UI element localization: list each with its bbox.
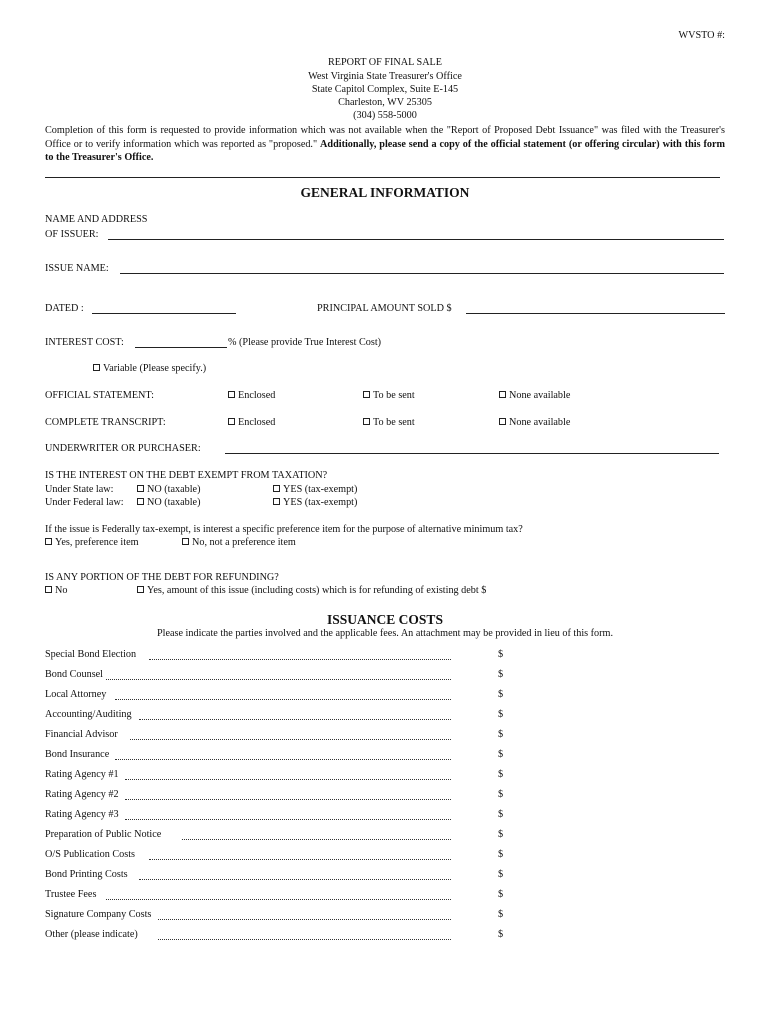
cost-item-leader-dots bbox=[115, 759, 451, 760]
refunding-yes-option bbox=[137, 585, 486, 596]
cost-item-label: O/S Publication Costs bbox=[45, 849, 136, 860]
cost-item-leader-dots bbox=[130, 739, 451, 740]
cost-item-label: Preparation of Public Notice bbox=[45, 829, 162, 840]
ct-to-be-sent-checkbox[interactable] bbox=[363, 418, 370, 425]
cost-item-label: Bond Insurance bbox=[45, 749, 110, 760]
cost-item-dollar-sign: $ bbox=[498, 729, 504, 740]
issue-name-field[interactable] bbox=[120, 264, 724, 274]
state-no-option bbox=[137, 484, 200, 495]
cost-item-label: Bond Counsel bbox=[45, 669, 104, 680]
cost-item-label: Financial Advisor bbox=[45, 729, 118, 740]
cost-item-leader-dots bbox=[125, 799, 451, 800]
cost-item-leader-dots bbox=[158, 939, 451, 940]
cost-item-label: Special Bond Election bbox=[45, 649, 137, 660]
cost-item-dollar-sign: $ bbox=[498, 829, 504, 840]
os-enclosed-label: Enclosed bbox=[238, 390, 276, 401]
ct-to-be-sent-option bbox=[363, 417, 415, 428]
cost-item-leader-dots bbox=[106, 679, 451, 680]
os-none-checkbox[interactable] bbox=[499, 391, 506, 398]
cost-item-label: Signature Company Costs bbox=[45, 909, 152, 920]
cost-item-label: Trustee Fees bbox=[45, 889, 97, 900]
official-statement-label: OFFICIAL STATEMENT: bbox=[45, 390, 154, 401]
issue-name-label: ISSUE NAME: bbox=[45, 263, 109, 274]
cost-item-dollar-sign: $ bbox=[498, 709, 504, 720]
ct-enclosed-option bbox=[228, 417, 275, 428]
cost-item-leader-dots bbox=[139, 719, 451, 720]
principal-amount-label: PRINCIPAL AMOUNT SOLD $ bbox=[317, 303, 452, 314]
amt-no-option bbox=[182, 537, 296, 548]
cost-item-amount-field[interactable] bbox=[508, 689, 658, 702]
exempt-question: IS THE INTEREST ON THE DEBT EXEMPT FROM TAXATION? bbox=[45, 470, 328, 481]
cost-item-dollar-sign: $ bbox=[498, 869, 504, 880]
cost-item-amount-field[interactable] bbox=[508, 749, 658, 762]
variable-checkbox[interactable] bbox=[93, 364, 100, 371]
amt-yes-label: Yes, preference item bbox=[55, 537, 139, 548]
cost-item-dollar-sign: $ bbox=[498, 809, 504, 820]
cost-item-dollar-sign: $ bbox=[498, 909, 504, 920]
ct-none-label: None available bbox=[509, 417, 571, 428]
amt-yes-option bbox=[45, 537, 139, 548]
federal-no-checkbox[interactable] bbox=[137, 498, 144, 505]
principal-amount-field[interactable] bbox=[466, 304, 725, 314]
cost-item-dollar-sign: $ bbox=[498, 889, 504, 900]
issuance-costs-heading: ISSUANCE COSTS bbox=[327, 612, 443, 627]
cost-item-leader-dots bbox=[139, 879, 451, 880]
amt-no-checkbox[interactable] bbox=[182, 538, 189, 545]
cost-item-dollar-sign: $ bbox=[498, 669, 504, 680]
interest-cost-label: INTEREST COST: bbox=[45, 337, 124, 348]
cost-item-dollar-sign: $ bbox=[498, 749, 504, 760]
cost-item-amount-field[interactable] bbox=[508, 669, 658, 682]
underwriter-label: UNDERWRITER OR PURCHASER: bbox=[45, 443, 201, 454]
os-to-be-sent-option bbox=[363, 390, 415, 401]
ct-to-be-sent-label: To be sent bbox=[373, 417, 415, 428]
under-state-label: Under State law: bbox=[45, 484, 114, 495]
cost-item-amount-field[interactable] bbox=[508, 929, 658, 942]
cost-item-leader-dots bbox=[125, 779, 451, 780]
federal-yes-checkbox[interactable] bbox=[273, 498, 280, 505]
cost-item-leader-dots bbox=[158, 919, 451, 920]
cost-item-amount-field[interactable] bbox=[508, 909, 658, 922]
header-divider bbox=[45, 177, 720, 178]
cost-item-label: Other (please indicate) bbox=[45, 929, 138, 940]
office-phone: (304) 558-5000 bbox=[353, 110, 417, 121]
complete-transcript-label: COMPLETE TRANSCRIPT: bbox=[45, 417, 166, 428]
variable-checkbox-row bbox=[93, 363, 206, 374]
issuance-costs-subtitle: Please indicate the parties involved and the applicable fees. An attachment may be provided in lieu of this form. bbox=[156, 628, 614, 639]
name-address-label-1: NAME AND ADDRESS bbox=[45, 214, 148, 225]
cost-item-amount-field[interactable] bbox=[508, 789, 658, 802]
cost-item-amount-field[interactable] bbox=[508, 709, 658, 722]
cost-item-amount-field[interactable] bbox=[508, 809, 658, 822]
variable-label: Variable (Please specify.) bbox=[103, 363, 207, 374]
refunding-yes-label: Yes, amount of this issue (including costs) which is for refunding of existing debt $ bbox=[147, 585, 487, 596]
intro-bold-text: Additionally, please send a copy of the official statement (or offering circular) with this form to the Treasurer's Office. bbox=[45, 138, 725, 163]
cost-item-dollar-sign: $ bbox=[498, 789, 504, 800]
underwriter-field[interactable] bbox=[225, 444, 719, 454]
refunding-no-option bbox=[45, 585, 67, 596]
issuer-name-address-field[interactable] bbox=[108, 230, 724, 240]
dated-label: DATED : bbox=[45, 303, 84, 314]
cost-item-dollar-sign: $ bbox=[498, 849, 504, 860]
ct-none-option bbox=[499, 417, 570, 428]
intro-paragraph bbox=[45, 124, 725, 165]
cost-item-label: Local Attorney bbox=[45, 689, 107, 700]
dated-field[interactable] bbox=[92, 304, 236, 314]
cost-item-dollar-sign: $ bbox=[498, 769, 504, 780]
cost-item-amount-field[interactable] bbox=[508, 769, 658, 782]
federal-no-label: NO (taxable) bbox=[147, 497, 201, 508]
office-address-line-1: State Capitol Complex, Suite E-145 bbox=[311, 84, 459, 95]
cost-item-dollar-sign: $ bbox=[498, 929, 504, 940]
ct-none-checkbox[interactable] bbox=[499, 418, 506, 425]
cost-item-label: Rating Agency #2 bbox=[45, 789, 119, 800]
refunding-no-checkbox[interactable] bbox=[45, 586, 52, 593]
cost-item-leader-dots bbox=[149, 659, 451, 660]
refunding-question: IS ANY PORTION OF THE DEBT FOR REFUNDING? bbox=[45, 572, 279, 583]
state-no-checkbox[interactable] bbox=[137, 485, 144, 492]
federal-no-option bbox=[137, 497, 200, 508]
os-to-be-sent-checkbox[interactable] bbox=[363, 391, 370, 398]
amt-yes-checkbox[interactable] bbox=[45, 538, 52, 545]
cost-item-amount-field[interactable] bbox=[508, 829, 658, 842]
cost-item-leader-dots bbox=[182, 839, 451, 840]
office-name: West Virginia State Treasurer's Office bbox=[308, 71, 462, 82]
cost-item-leader-dots bbox=[115, 699, 451, 700]
cost-item-amount-field[interactable] bbox=[508, 649, 658, 662]
form-title: REPORT OF FINAL SALE bbox=[327, 57, 442, 68]
state-yes-option bbox=[273, 484, 357, 495]
os-to-be-sent-label: To be sent bbox=[373, 390, 415, 401]
cost-item-label: Accounting/Auditing bbox=[45, 709, 132, 720]
cost-item-leader-dots bbox=[149, 859, 451, 860]
cost-item-amount-field[interactable] bbox=[508, 869, 658, 882]
under-federal-label: Under Federal law: bbox=[45, 497, 124, 508]
cost-item-dollar-sign: $ bbox=[498, 689, 504, 700]
interest-cost-suffix: % (Please provide True Interest Cost) bbox=[228, 337, 382, 348]
federal-yes-label: YES (tax-exempt) bbox=[283, 497, 358, 508]
cost-item-amount-field[interactable] bbox=[508, 729, 658, 742]
refunding-no-label: No bbox=[55, 585, 68, 596]
ct-enclosed-label: Enclosed bbox=[238, 417, 276, 428]
name-address-label-2: OF ISSUER: bbox=[45, 229, 99, 240]
cost-item-label: Rating Agency #3 bbox=[45, 809, 119, 820]
intro-text: Completion of this form is requested to provide information which was not available when the "Report of Proposed Debt Issuance" was filed with the Treasurer's Office or to verify information which was reported as "proposed." bbox=[45, 125, 725, 150]
ct-enclosed-checkbox[interactable] bbox=[228, 418, 235, 425]
amt-question: If the issue is Federally tax-exempt, is interest a specific preference item for the purpose of alternative minimum tax? bbox=[45, 524, 523, 535]
cost-item-leader-dots bbox=[125, 819, 451, 820]
refunding-yes-checkbox[interactable] bbox=[137, 586, 144, 593]
state-yes-label: YES (tax-exempt) bbox=[283, 484, 358, 495]
amt-no-label: No, not a preference item bbox=[192, 537, 296, 548]
os-enclosed-checkbox[interactable] bbox=[228, 391, 235, 398]
federal-yes-option bbox=[273, 497, 357, 508]
os-none-label: None available bbox=[509, 390, 571, 401]
interest-cost-field[interactable] bbox=[135, 338, 227, 348]
general-information-heading: GENERAL INFORMATION bbox=[300, 185, 470, 200]
state-yes-checkbox[interactable] bbox=[273, 485, 280, 492]
form-number-label: WVSTO #: bbox=[678, 30, 725, 41]
cost-item-amount-field[interactable] bbox=[508, 849, 658, 862]
office-address-line-2: Charleston, WV 25305 bbox=[338, 97, 432, 108]
cost-item-label: Rating Agency #1 bbox=[45, 769, 119, 780]
os-enclosed-option bbox=[228, 390, 275, 401]
cost-item-leader-dots bbox=[106, 899, 451, 900]
state-no-label: NO (taxable) bbox=[147, 484, 201, 495]
cost-item-amount-field[interactable] bbox=[508, 889, 658, 902]
cost-item-label: Bond Printing Costs bbox=[45, 869, 128, 880]
os-none-option bbox=[499, 390, 570, 401]
cost-item-dollar-sign: $ bbox=[498, 649, 504, 660]
